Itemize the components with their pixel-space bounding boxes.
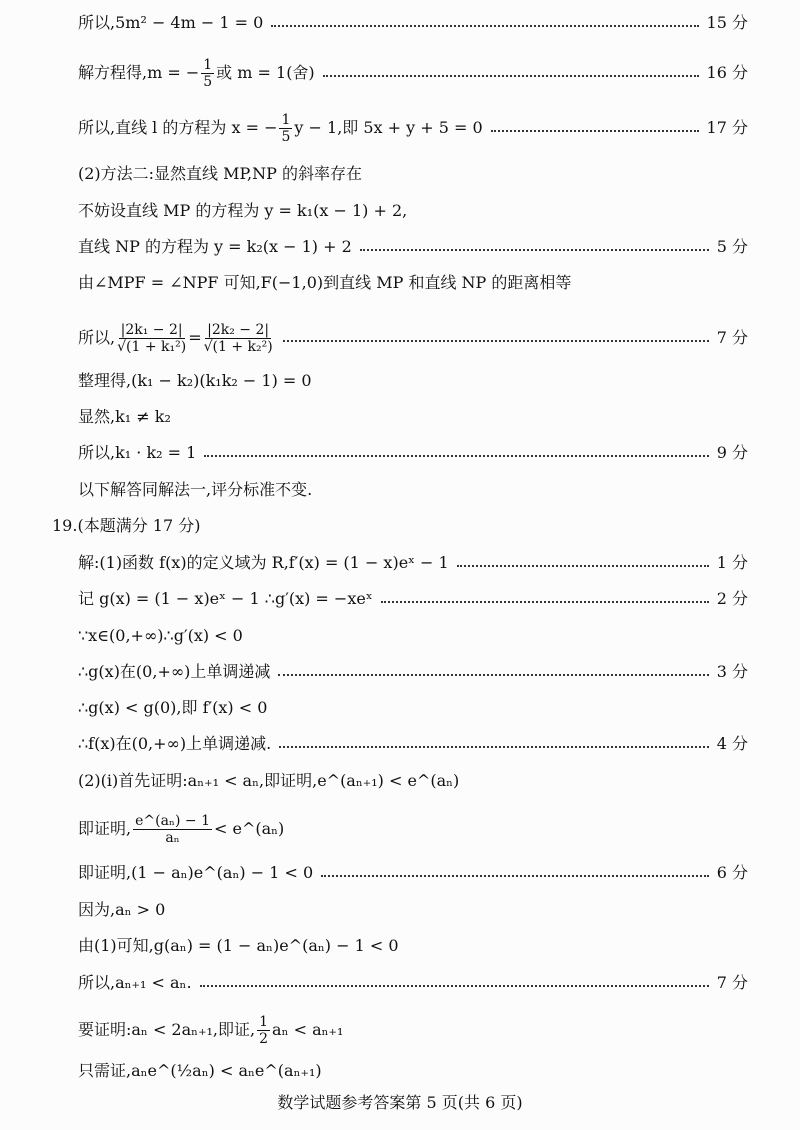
solution-line: ∴f(x)在(0,+∞)上单调递减. 4 分: [78, 734, 748, 753]
score-mark: 1 分: [716, 553, 748, 572]
leader-dots: [381, 601, 709, 603]
solution-line: (2)(i)首先证明:aₙ₊₁ < aₙ,即证明,e^(aₙ₊₁) < e^(aₙ): [78, 771, 460, 790]
fraction: $\frac{1}{2}$: [259, 1013, 269, 1047]
score-mark: 6 分: [716, 863, 748, 882]
solution-line: (2)方法二:显然直线 MP,NP 的斜率存在: [78, 164, 362, 183]
leader-dots: [278, 674, 708, 676]
solution-line: 要证明:aₙ < 2aₙ₊₁,即证, $\frac{1}{2}$ aₙ < aₙ₊₁: [78, 1013, 344, 1047]
leader-dots: [271, 25, 698, 27]
question-heading: 19.(本题满分 17 分): [52, 516, 201, 535]
solution-line: ∵x∈(0,+∞)∴g′(x) < 0: [78, 626, 243, 645]
score-mark: 2 分: [716, 589, 748, 608]
leader-dots: [321, 875, 709, 877]
solution-line: 即证明, $\frac{\text{e\textasciicircum{}(aₙ) − 1}}{\text{aₙ}}$ < e^(aₙ): [78, 812, 285, 846]
score-mark: 7 分: [716, 973, 748, 992]
leader-dots: [360, 249, 709, 251]
page-footer: 数学试题参考答案第 5 页(共 6 页): [277, 1093, 523, 1112]
solution-line: 所以,k₁ · k₂ = 1 9 分: [78, 443, 748, 462]
solution-line: ∴g(x)在(0,+∞)上单调递减 3 分: [78, 662, 748, 681]
solution-line: 记 g(x) = (1 − x)eˣ − 1 ∴g′(x) = −xeˣ 2 分: [78, 589, 748, 608]
score-mark: 3 分: [716, 662, 748, 681]
score-mark: 4 分: [716, 734, 748, 753]
fraction: $\frac{\text{e\textasciicircum{}(aₙ) − 1}}{\text{aₙ}}$: [135, 812, 210, 846]
leader-dots: [283, 340, 709, 342]
solution-line: 只需证,aₙe^(½aₙ) < aₙe^(aₙ₊₁): [78, 1061, 322, 1080]
solution-line: 所以, $\frac{\text{|2k₁ − 2|}}{\text{√(1 + k₁²)}}$ = $\frac{\text{|2k₂ − 2|}}{\text{√(1 + k₂²)}}$ 7 分: [78, 321, 748, 355]
solution-line: 显然,k₁ ≠ k₂: [78, 407, 171, 426]
fraction: $\frac{\text{|2k₂ − 2|}}{\text{√(1 + k₂²)}}$: [203, 321, 273, 355]
score-mark: 17 分: [706, 118, 748, 137]
leader-dots: [204, 455, 708, 457]
solution-line: 所以,aₙ₊₁ < aₙ. 7 分: [78, 973, 748, 992]
leader-dots: [491, 130, 699, 132]
solution-line: 解方程得,m = − $\frac{1}{5}$ 或 m = 1(舍) 16 分: [78, 56, 748, 90]
solution-line: 不妨设直线 MP 的方程为 y = k₁(x − 1) + 2,: [78, 201, 408, 220]
leader-dots: [200, 985, 709, 987]
fraction: $\frac{\text{|2k₁ − 2|}}{\text{√(1 + k₁²)}}$: [117, 321, 187, 355]
leader-dots: [279, 746, 709, 748]
solution-line: 因为,aₙ > 0: [78, 900, 166, 919]
solution-line: 解:(1)函数 f(x)的定义域为 R,f′(x) = (1 − x)eˣ − 1 1 分: [78, 553, 748, 572]
fraction: $\frac{1}{5}$: [281, 111, 291, 145]
solution-line: 即证明,(1 − aₙ)e^(aₙ) − 1 < 0 6 分: [78, 863, 748, 882]
solution-line: 所以,5m² − 4m − 1 = 0 15 分: [78, 13, 748, 32]
solution-line: ∴g(x) < g(0),即 f′(x) < 0: [78, 698, 268, 717]
fraction: $\frac{1}{5}$: [203, 56, 213, 90]
solution-line: 以下解答同解法一,评分标准不变.: [78, 480, 313, 499]
score-mark: 9 分: [716, 443, 748, 462]
score-mark: 16 分: [706, 63, 748, 82]
solution-line: 由(1)可知,g(aₙ) = (1 − aₙ)e^(aₙ) − 1 < 0: [78, 936, 399, 955]
leader-dots: [323, 75, 699, 77]
score-mark: 7 分: [716, 328, 748, 347]
solution-line: 由∠MPF = ∠NPF 可知,F(−1,0)到直线 MP 和直线 NP 的距离相等: [78, 273, 572, 292]
solution-line: 直线 NP 的方程为 y = k₂(x − 1) + 2 5 分: [78, 237, 748, 256]
leader-dots: [457, 565, 709, 567]
solution-line: 所以,直线 l 的方程为 x = − $\frac{1}{5}$ y − 1,即 5x + y + 5 = 0 17 分: [78, 111, 748, 145]
solution-line: 整理得,(k₁ − k₂)(k₁k₂ − 1) = 0: [78, 371, 312, 390]
score-mark: 15 分: [706, 13, 748, 32]
score-mark: 5 分: [716, 237, 748, 256]
